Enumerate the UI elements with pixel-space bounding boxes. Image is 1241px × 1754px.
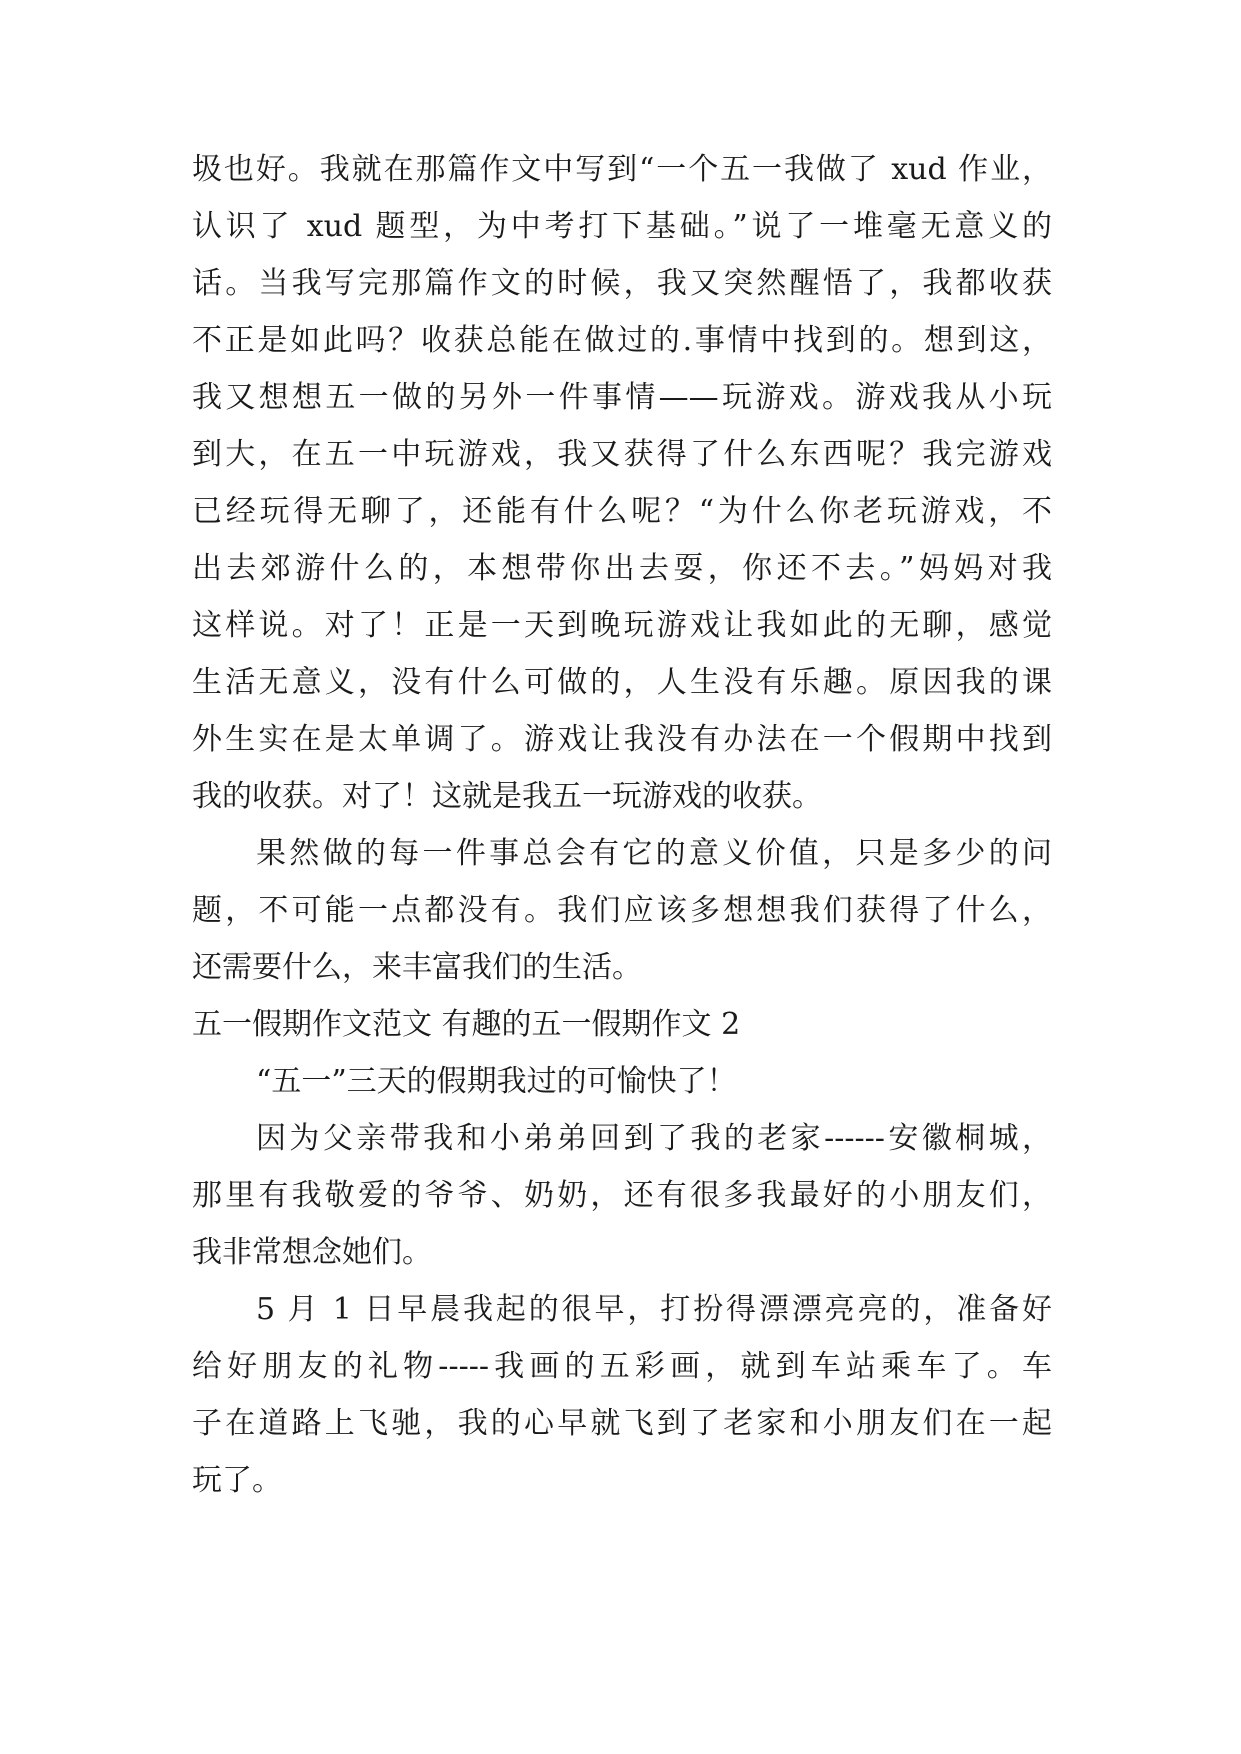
text-line: 还需要什么，来丰富我们的生活。 xyxy=(192,950,642,985)
text-line: 不正是如此吗？收获总能在做过的.事情中找到的。想到这， xyxy=(192,323,1052,358)
text-line: 我又想想五一做的另外一件事情——玩游戏。游戏我从小玩 xyxy=(192,380,1052,415)
text-line: 我非常想念她们。 xyxy=(192,1235,432,1270)
text-line: 玩了。 xyxy=(192,1463,282,1498)
section-heading: 五一假期作文范文 有趣的五一假期作文 2 xyxy=(192,1007,741,1042)
text-line: 我的收获。对了！这就是我五一玩游戏的收获。 xyxy=(192,779,822,814)
text-line: 果然做的每一件事总会有它的意义价值，只是多少的问 xyxy=(256,836,1052,871)
text-line: 圾也好。我就在那篇作文中写到“一个五一我做了 xud 作业， xyxy=(192,152,1052,187)
text-line: 认识了 xud 题型，为中考打下基础。”说了一堆毫无意义的 xyxy=(192,209,1052,244)
text-line: 因为父亲带我和小弟弟回到了我的老家------安徽桐城， xyxy=(256,1121,1052,1156)
text-line: 题，不可能一点都没有。我们应该多想想我们获得了什么， xyxy=(192,893,1052,928)
text-line: 生活无意义，没有什么可做的，人生没有乐趣。原因我的课 xyxy=(192,665,1052,700)
text-line: 5 月 1 日早晨我起的很早，打扮得漂漂亮亮的，准备好 xyxy=(256,1292,1052,1327)
text-line: 给好朋友的礼物-----我画的五彩画，就到车站乘车了。车 xyxy=(192,1349,1052,1384)
text-line: 出去郊游什么的，本想带你出去耍，你还不去。”妈妈对我 xyxy=(192,551,1052,586)
text-line: 话。当我写完那篇作文的时候，我又突然醒悟了，我都收获 xyxy=(192,266,1052,301)
text-line: 已经玩得无聊了，还能有什么呢？“为什么你老玩游戏，不 xyxy=(192,494,1052,529)
text-line: 那里有我敬爱的爷爷、奶奶，还有很多我最好的小朋友们， xyxy=(192,1178,1052,1213)
text-line: “五一”三天的假期我过的可愉快了！ xyxy=(256,1064,737,1099)
text-line: 这样说。对了！正是一天到晚玩游戏让我如此的无聊，感觉 xyxy=(192,608,1052,643)
text-line: 子在道路上飞驰，我的心早就飞到了老家和小朋友们在一起 xyxy=(192,1406,1052,1441)
text-line: 到大，在五一中玩游戏，我又获得了什么东西呢？我完游戏 xyxy=(192,437,1052,472)
text-line: 外生实在是太单调了。游戏让我没有办法在一个假期中找到 xyxy=(192,722,1052,757)
